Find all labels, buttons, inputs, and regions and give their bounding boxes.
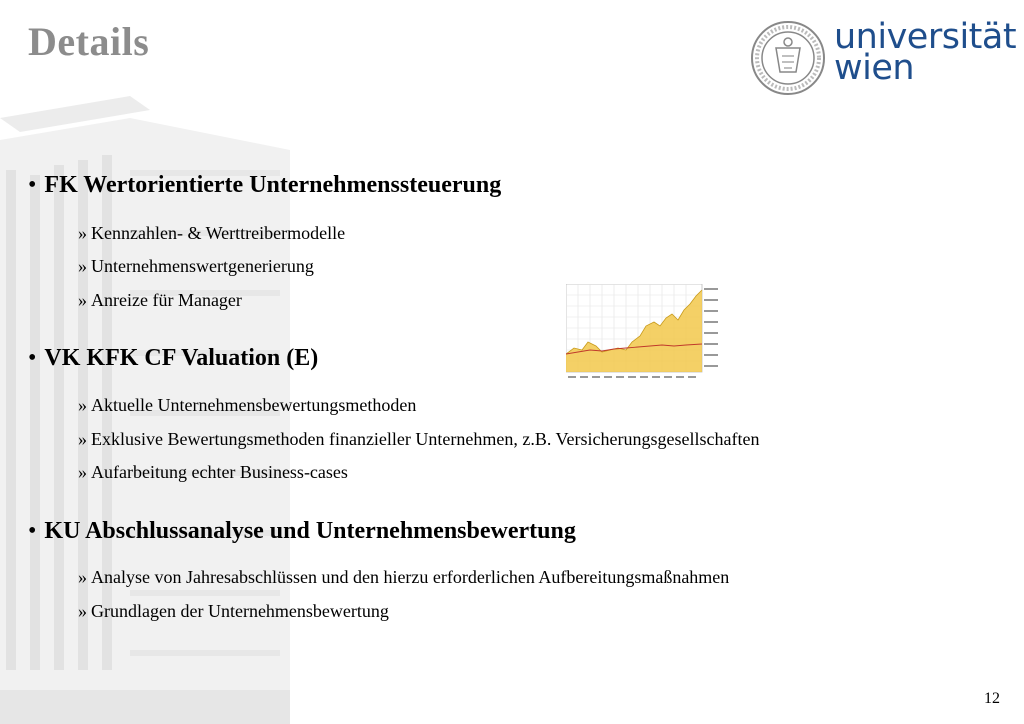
guillemet-icon: » (78, 256, 87, 276)
section-title-vk (28, 345, 318, 372)
university-seal-icon (750, 20, 826, 96)
guillemet-icon: » (78, 290, 87, 310)
list-item-text: Analyse von Jahresabschlüssen und den hierzu erforderlichen Aufbereitungsmaßnahmen (91, 567, 730, 587)
university-logo (750, 17, 1017, 100)
list-item (78, 462, 348, 483)
list-item (78, 567, 729, 588)
list-item-text: Grundlagen der Unternehmensbewertung (91, 601, 389, 621)
guillemet-icon: » (78, 567, 87, 587)
stock-chart-thumbnail (566, 284, 722, 384)
list-item-text: Unternehmenswertgenerierung (91, 256, 314, 276)
list-item (78, 223, 345, 244)
section-title-text: KU Abschlussanalyse und Unternehmensbewertung (44, 518, 576, 544)
bullet-icon: • (28, 518, 37, 544)
list-item-text: Anreize für Manager (91, 290, 242, 310)
guillemet-icon: » (78, 223, 87, 243)
page-number: 12 (984, 690, 1000, 707)
section-title-text: VK KFK CF Valuation (E) (44, 345, 319, 371)
list-item-text: Exklusive Bewertungsmethoden finanzieller Unternehmen, z.B. Versicherungsgesellschaften (91, 429, 760, 449)
guillemet-icon: » (78, 462, 87, 482)
guillemet-icon: » (78, 429, 87, 449)
list-item (78, 601, 389, 622)
bullet-icon: • (28, 172, 37, 198)
list-item-text: Kennzahlen- & Werttreibermodelle (91, 223, 346, 243)
list-item-text: Aktuelle Unternehmensbewertungsmethoden (91, 395, 417, 415)
list-item (78, 395, 416, 416)
list-item-text: Aufarbeitung echter Business-cases (91, 462, 348, 482)
wordmark-line2: wien (834, 48, 915, 88)
guillemet-icon: » (78, 601, 87, 621)
list-item (78, 256, 314, 277)
university-wordmark (834, 17, 1017, 88)
wordmark-line1: universität (834, 17, 1017, 57)
slide-title: Details (28, 19, 150, 64)
list-item (78, 290, 242, 311)
list-item (78, 429, 759, 450)
section-title-text: FK Wertorientierte Unternehmenssteuerung (44, 172, 502, 198)
section-title-fk (28, 172, 501, 199)
guillemet-icon: » (78, 395, 87, 415)
bullet-icon: • (28, 345, 37, 371)
section-title-ku (28, 518, 576, 545)
